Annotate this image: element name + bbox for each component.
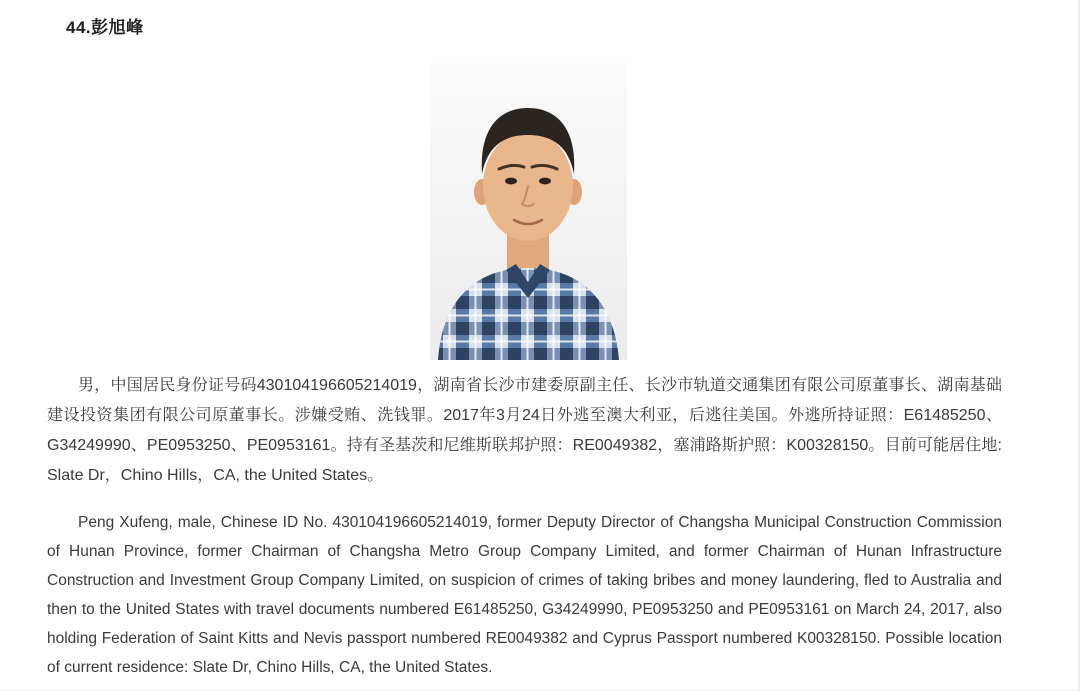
entry-heading: 44.彭旭峰 <box>66 18 144 37</box>
portrait-photo <box>430 62 627 360</box>
english-description-paragraph: Peng Xufeng, male, Chinese ID No. 430104196605214019, former Deputy Director of Changsha Municipal Construction Commission of Hunan Province, former Chairman of Changsha Metro Group Company Limited, and former Chairman of Hunan Infrastructure Construction and Investment Group Company Limited, on suspicion of crimes of taking bribes and money laundering, fled to Australia and then to the United States with travel documents numbered E61485250, G34249990, PE0953250 and PE0953161 on March 24, 2017, also holding Federation of Saint Kitts and Nevis passport numbered RE0049382 and Cyprus Passport numbered K00328150. Possible location of current residence: Slate Dr, Chino Hills, CA, the United States. <box>47 514 1002 676</box>
chinese-description-paragraph: 男，中国居民身份证号码430104196605214019，湖南省长沙市建委原副主任、长沙市轨道交通集团有限公司原董事长、湖南基础建设投资集团有限公司原董事长。涉嫌受贿、洗钱罪。2017年3月24日外逃至澳大利亚，后逃往美国。外逃所持证照：E61485250、G34249990、PE0953250、PE0953161。持有圣基茨和尼维斯联邦护照：RE0049382，塞浦路斯护照：K00328150。目前可能居住地: Slate Dr，Chino Hills，CA, the United States。 <box>47 377 1002 484</box>
